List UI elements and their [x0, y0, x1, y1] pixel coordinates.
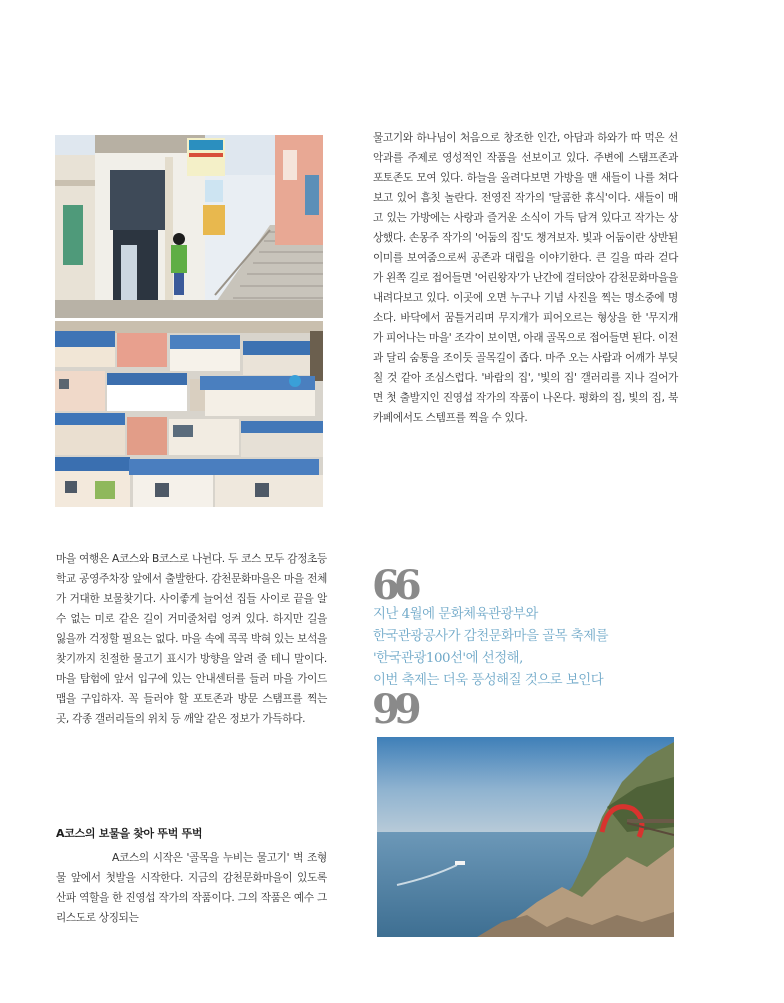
pull-quote-line: 이번 축제는 더욱 풍성해질 것으로 보인다 — [373, 673, 604, 688]
body-paragraph-left-2-text: A코스의 시작은 '골목을 누비는 물고기' 벽 조형물 앞에서 첫발을 시작한다. 지금의 감천문화마을이 있도록 산파 역할을 한 진영섭 작가의 작품이다. 그의 작품은 예수 그리스도로 상징되는 — [56, 852, 327, 924]
quote-close-mark: 99 — [372, 686, 416, 733]
photo-village-alley-stairs — [55, 135, 323, 318]
body-paragraph-right: 물고기와 하나님이 처음으로 창조한 인간, 아담과 하와가 따 먹은 선악과를 주제로 영성적인 작품을 선보이고 있다. 주변에 스탬프존과 포토존도 모여 있다. 하늘을 올려다보면 가방을 맨 새들이 나를 쳐다보고 있어 흠칫 놀란다. 전영진 작가의 '달콤한 휴식'이다. 새들이 매고 있는 가방에는 사랑과 즐거운 소식이 가득 담겨 있다고 작가는 상상했다. 손몽주 작가의 '어둠의 집'도 챙겨보자. 빛과 어둠이란 상반된 이미를 보여줌으로써 공존과 대립을 이야기한다. 큰 길을 따라 걷다가 왼쪽 길로 접어들면 '어린왕자'가 난간에 걸터앉아 감천문화마을을 내려다보고 있다. 이곳에 오면 누구나 기념 사진을 찍는 명소중에 명소다. 바닥에서 꿈틀거리며 무지개가 피어오르는 형상을 한 '무지개가 피어나는 마을' 조각이 보이면, 아래 골목으로 접어들면 된다. 이전과 달리 숨통을 조이듯 골목길이 좁다. 마주 오는 사람과 어깨가 부딪칠 것 같아 조심스럽다. '바람의 집', '빛의 집' 갤러리를 지나 걸어가면 첫 출발지인 진영섭 작가의 작품이 나온다. 평화의 집, 빛의 집, 북카페에서도 스템프를 찍을 수 있다. — [373, 132, 678, 424]
section-subheading: A코스의 보물을 찾아 뚜벅 뚜벅 — [56, 827, 203, 840]
photo-coastal-cliff-sea — [377, 737, 674, 937]
pull-quote-line: '한국관광100선'에 선정해, — [373, 651, 523, 666]
quote-open-mark: 66 — [372, 562, 416, 609]
body-paragraph-left: 마을 여행은 A코스와 B코스로 나뉜다. 두 코스 모두 감정초등학교 공영주차장 앞에서 출발한다. 감천문화마을은 마을 전체가 거대한 보물찾기다. 사이좋게 늘어선 집들 사이로 끝을 알 수 없는 미로 같은 길이 거미줄처럼 엉켜 있다. 하지만 길을 잃을까 걱정할 필요는 없다. 마을 속에 콕콕 박혀 있는 보석을 찾기까지 친절한 물고기 표시가 방향을 알려 줄 테니 말이다. 마을 탐험에 앞서 입구에 있는 안내센터를 들러 마을 가이드 맵을 구입하자. 꼭 들러야 할 포토존과 방문 스탬프를 찍는 곳, 각종 갤러리들의 위치 등 깨알 같은 정보가 가득하다. — [56, 553, 327, 725]
pull-quote-line: 한국관광공사가 감천문화마을 골목 축제를 — [373, 629, 609, 644]
photo-village-blue-rooftops — [55, 321, 323, 507]
body-paragraph-left-2 — [56, 848, 327, 928]
pull-quote — [373, 604, 673, 692]
pull-quote-line: 지난 4월에 문화체육관광부와 — [373, 607, 538, 622]
